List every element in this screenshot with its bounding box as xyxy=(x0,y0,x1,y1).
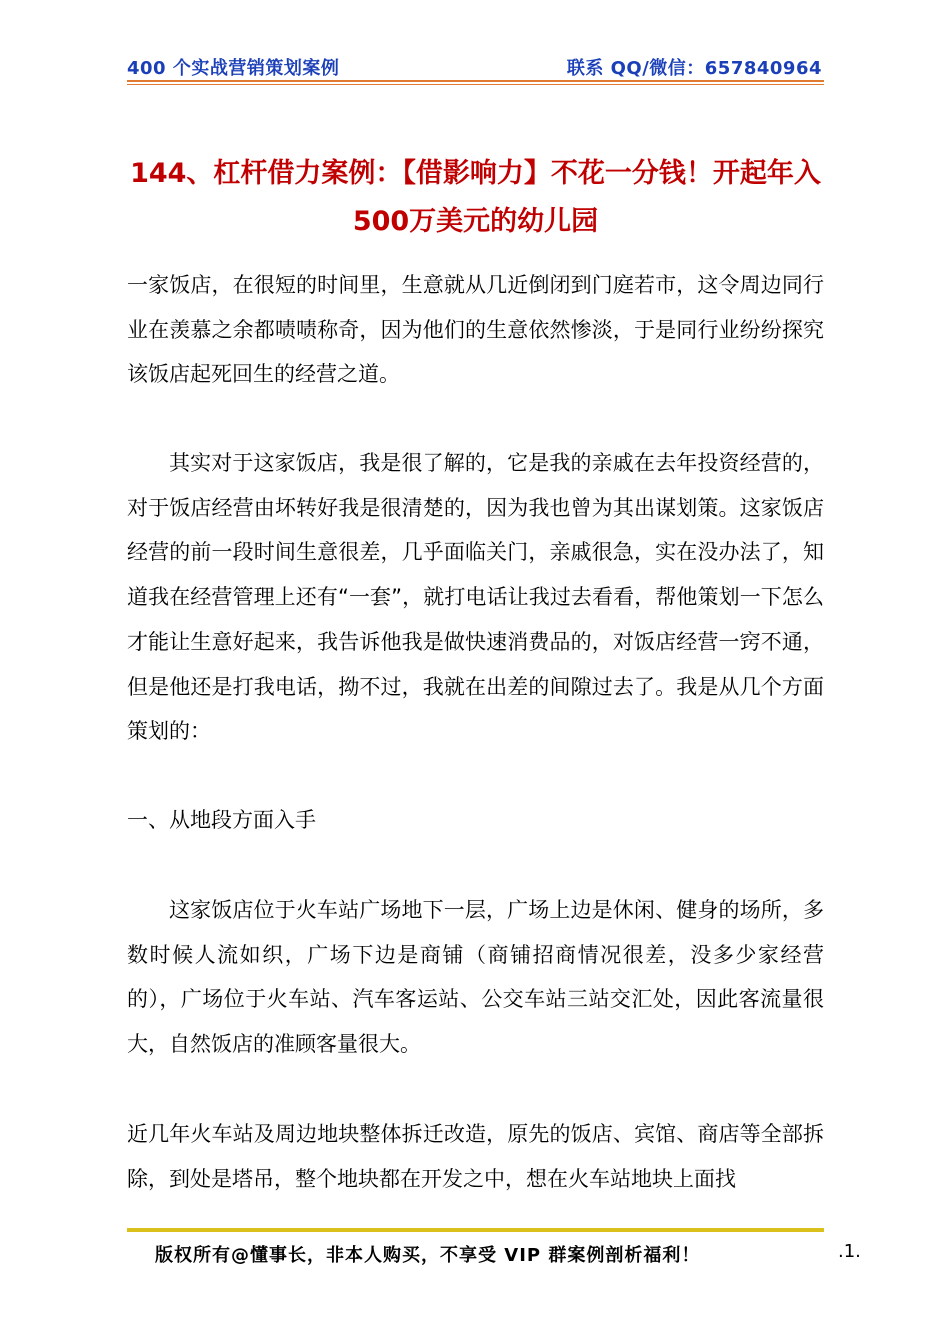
page-number: .1. xyxy=(838,1241,861,1262)
header-left-text: 400 个实战营销策划案例 xyxy=(127,58,340,79)
paragraph-location: 这家饭店位于火车站广场地下一层，广场上边是休闲、健身的场所，多数时候人流如织，广场下边是商铺（商铺招商情况很差，没多少家经营的），广场位于火车站、汽车客运站、公交车站三站交汇处，因此客流量很大，自然饭店的准顾客量很大。 xyxy=(127,898,824,1057)
header-divider xyxy=(127,80,824,82)
header-contact-text: 联系 QQ/微信：657840964 xyxy=(566,58,822,79)
footer-divider xyxy=(127,1228,824,1232)
section-heading: 一、从地段方面入手 xyxy=(127,808,316,832)
header-divider-thin xyxy=(127,84,824,85)
paragraph-background: 其实对于这家饭店，我是很了解的，它是我的亲戚在去年投资经营的，对于饭店经营由坏转好我是很清楚的，因为我也曾为其出谋划策。这家饭店经营的前一段时间生意很差，几乎面临关门，亲戚很急，实在没办法了，知道我在经营管理上还有“一套”，就打电话让我过去看看，帮他策划一下怎么才能让生意好起来，我告诉他我是做快速消费品的，对饭店经营一窍不通，但是他还是打我电话，拗不过，我就在出差的间隙过去了。我是从几个方面策划的： xyxy=(127,451,824,744)
footer-copyright: 版权所有@懂事长，非本人购买，不享受 VIP 群案例剖析福利！ xyxy=(155,1245,701,1266)
paragraph-redevelopment: 近几年火车站及周边地块整体拆迁改造，原先的饭店、宾馆、商店等全部拆除，到处是塔吊，整个地块都在开发之中，想在火车站地块上面找 xyxy=(127,1122,824,1191)
document-title: 144、杠杆借力案例：【借影响力】不花一分钱！开起年入500万美元的幼儿园 xyxy=(130,158,821,237)
paragraph-intro: 一家饭店，在很短的时间里，生意就从几近倒闭到门庭若市，这令周边同行业在羡慕之余都啧啧称奇，因为他们的生意依然惨淡，于是同行业纷纷探究该饭店起死回生的经营之道。 xyxy=(127,273,824,387)
